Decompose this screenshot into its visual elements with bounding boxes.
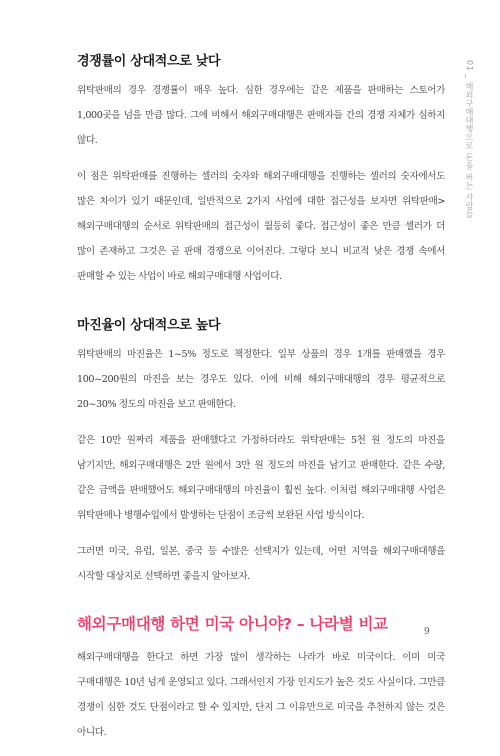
- section-heading-high-margin: 마진율이 상대적으로 높다: [77, 318, 221, 333]
- chapter-side-label: 01 _ 해외구매대행으로 돈을 버는 사람들: [465, 60, 474, 219]
- paragraph: 위탁판매의 경우 경쟁률이 매우 높다. 심한 경우에는 같은 제품을 판매하는 스토어가 1,000곳을 넘을 만큼 많다. 그에 비해서 해외구매대행은 판매자들 간의 경쟁 자체가 심하지 않다.: [77, 85, 445, 146]
- section-heading-low-competition: 경쟁률이 상대적으로 낮다: [77, 54, 221, 69]
- paragraph: 그러면 미국, 유럽, 일본, 중국 등 수많은 선택지가 있는데, 어떤 지역을 해외구매대행을 시작할 대상지로 선택하면 좋을지 알아보자.: [77, 546, 445, 582]
- paragraph: 위탁판매의 마진율은 1~5% 정도로 책정한다. 일부 상품의 경우 1개를 판매했을 경우 100~200원의 마진을 보는 경우도 있다. 이에 비해 해외구매대행의 경우 평균적으로 20~30% 정도의 마진을 보고 판매한다.: [77, 349, 445, 410]
- paragraph: 해외구매대행을 한다고 하면 가장 많이 생각하는 나라가 바로 미국이다. 이미 미국 구매대행은 10년 넘게 운영되고 있다. 그래서인지 가장 인지도가 높은 것도 사실이다. 그만큼 경쟁이 심한 것도 단점이라고 할 수 있지만, 단지 그 이유만으로 미국을 추천하지 않는 것은 아니다.: [77, 652, 445, 738]
- section-heading-country-comparison: 해외구매대행 하면 미국 아니야? – 나라별 비교: [77, 615, 388, 633]
- paragraph: 같은 10만 원짜리 제품을 판매했다고 가정하더라도 위탁판매는 5천 원 정도의 마진을 남기지만, 해외구매대행은 2만 원에서 3만 원 정도의 마진을 남기고 판매한다. 같은 수량, 같은 금액을 판매했어도 해외구매대행의 마진율이 훨씬 높다. 이처럼 해외구매대행 사업은 위탁판매나 병행수입에서 발생하는 단점이 조금씩 보완된 사업 방식이다.: [77, 435, 445, 521]
- paragraph: 이 점은 위탁판매를 진행하는 셀러의 숫자와 해외구매대행을 진행하는 셀러의 숫자에서도 많은 차이가 있기 때문인데, 일반적으로 2가지 사업에 대한 접근성을 보자면 위탁판매>해외구매대행의 순서로 위탁판매의 접근성이 월등히 좋다. 접근성이 좋은 만큼 셀러가 더 많이 존재하고 그것은 곧 판매 경쟁으로 이어진다. 그렇다 보니 비교적 낮은 경쟁 속에서 판매할 수 있는 사업이 바로 해외구매대행 사업이다.: [77, 171, 445, 282]
- page-content: [77, 50, 445, 756]
- page-number: 9: [424, 627, 430, 637]
